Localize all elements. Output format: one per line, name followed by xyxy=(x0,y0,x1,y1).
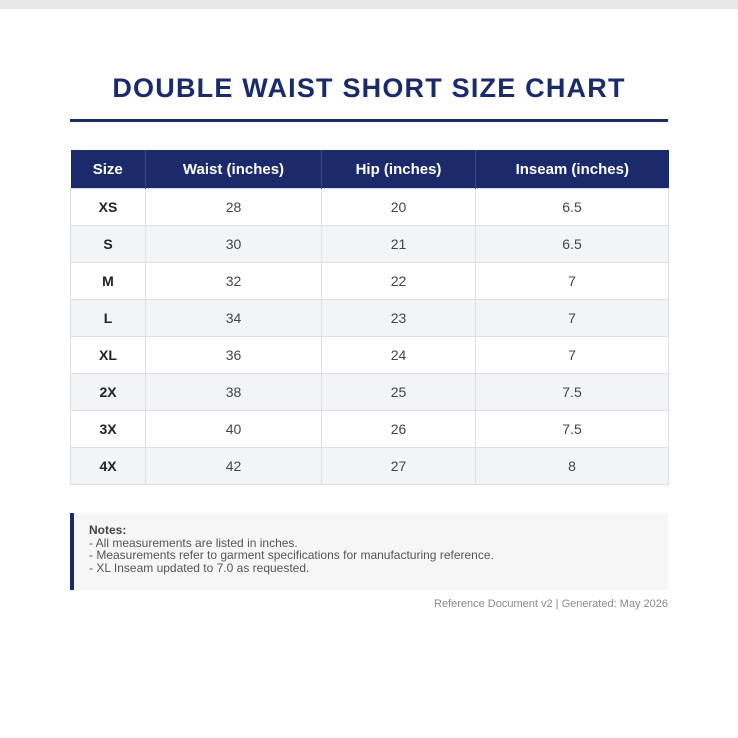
hip-cell: 24 xyxy=(322,337,476,374)
footer-text: Reference Document v2 | Generated: May 2026 xyxy=(434,598,668,610)
hip-cell: 21 xyxy=(322,226,476,263)
waist-cell: 30 xyxy=(146,226,322,263)
header-hip: Hip (inches) xyxy=(322,150,476,189)
table-row xyxy=(71,374,669,411)
note-item: - Measurements refer to garment specifications for manufacturing reference. xyxy=(89,548,494,562)
waist-cell: 34 xyxy=(146,300,322,337)
table-row xyxy=(71,226,669,263)
inseam-cell: 7 xyxy=(476,263,669,300)
note-item: - All measurements are listed in inches. xyxy=(89,535,298,550)
size-cell: 4X xyxy=(71,448,146,485)
table-row xyxy=(71,189,669,226)
notes-box xyxy=(70,513,668,590)
size-cell: M xyxy=(71,263,146,300)
table-row xyxy=(71,263,669,300)
page-title: DOUBLE WAIST SHORT SIZE CHART xyxy=(112,73,626,103)
table-row xyxy=(71,448,669,485)
inseam-cell: 7 xyxy=(476,337,669,374)
table-row xyxy=(71,300,669,337)
size-cell: 2X xyxy=(71,374,146,411)
size-cell: XS xyxy=(71,189,146,226)
inseam-cell: 7 xyxy=(476,300,669,337)
inseam-cell: 6.5 xyxy=(476,189,669,226)
hip-cell: 22 xyxy=(322,263,476,300)
inseam-cell: 6.5 xyxy=(476,226,669,263)
waist-cell: 42 xyxy=(146,448,322,485)
size-chart-table xyxy=(70,150,669,485)
waist-cell: 32 xyxy=(146,263,322,300)
table-row xyxy=(71,337,669,374)
hip-cell: 23 xyxy=(322,300,476,337)
waist-cell: 38 xyxy=(146,374,322,411)
inseam-cell: 7.5 xyxy=(476,411,669,448)
hip-cell: 27 xyxy=(322,448,476,485)
waist-cell: 28 xyxy=(146,189,322,226)
header-size: Size xyxy=(71,150,146,189)
size-cell: 3X xyxy=(71,411,146,448)
hip-cell: 26 xyxy=(322,411,476,448)
inseam-cell: 7.5 xyxy=(476,374,669,411)
hip-cell: 20 xyxy=(322,189,476,226)
waist-cell: 40 xyxy=(146,411,322,448)
inseam-cell: 8 xyxy=(476,448,669,485)
waist-cell: 36 xyxy=(146,337,322,374)
header-waist: Waist (inches) xyxy=(146,150,322,189)
table-row xyxy=(71,411,669,448)
notes-title: Notes: xyxy=(89,523,127,537)
size-cell: L xyxy=(71,300,146,337)
hip-cell: 25 xyxy=(322,374,476,411)
top-strip xyxy=(0,0,738,9)
title-divider xyxy=(70,119,668,122)
note-item: - XL Inseam updated to 7.0 as requested. xyxy=(89,560,310,575)
size-cell: XL xyxy=(71,337,146,374)
header-inseam: Inseam (inches) xyxy=(476,150,669,189)
table-header-row xyxy=(71,150,669,189)
size-cell: S xyxy=(71,226,146,263)
